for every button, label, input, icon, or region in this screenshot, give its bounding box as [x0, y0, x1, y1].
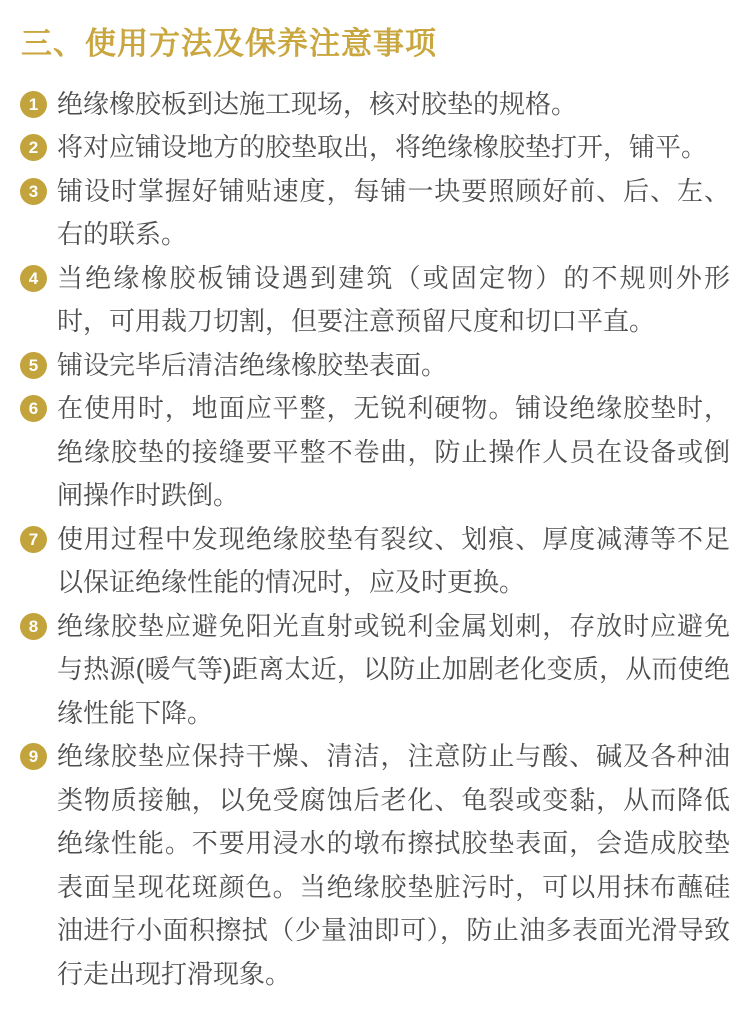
item-text: 绝缘橡胶板到达施工现场，核对胶垫的规格。	[57, 88, 578, 119]
instruction-list	[20, 83, 730, 997]
item-number-badge: 3	[20, 178, 47, 205]
item-text: 绝缘胶垫应保持干燥、清洁，注意防止与酸、碱及各种油类物质接触，以免受腐蚀后老化、龟裂或变黏，从而降低绝缘性能。不要用浸水的墩布擦拭胶垫表面，会造成胶垫表面呈现花斑颜色。当绝缘胶垫脏污时，可以用抹布蘸硅油进行小面积擦拭（少量油即可），防止油多表面光滑导致行走出现打滑现象。	[57, 741, 730, 989]
item-text: 当绝缘橡胶板铺设遇到建筑（或固定物）的不规则外形时，可用裁刀切割，但要注意预留尺度和切口平直。	[57, 262, 730, 337]
item-number-badge: 7	[20, 526, 47, 553]
item-number-badge: 8	[20, 613, 47, 640]
item-text: 铺设时掌握好铺贴速度，每铺一块要照顾好前、后、左、右的联系。	[57, 175, 730, 250]
list-item	[20, 83, 730, 127]
item-number-badge: 9	[20, 743, 47, 770]
item-number-badge: 1	[20, 91, 47, 118]
item-text: 绝缘胶垫应避免阳光直射或锐利金属划刺，存放时应避免与热源(暖气等)距离太近，以防止加剧老化变质，从而使绝缘性能下降。	[57, 610, 730, 728]
list-item	[20, 344, 730, 388]
list-item	[20, 257, 730, 344]
item-number-badge: 4	[20, 265, 47, 292]
item-number-badge: 6	[20, 395, 47, 422]
list-item	[20, 170, 730, 257]
list-item	[20, 387, 730, 518]
item-number-badge: 2	[20, 134, 47, 161]
item-text: 使用过程中发现绝缘胶垫有裂纹、划痕、厚度减薄等不足以保证绝缘性能的情况时，应及时更换。	[57, 523, 730, 598]
item-text: 将对应铺设地方的胶垫取出，将绝缘橡胶垫打开，铺平。	[57, 132, 708, 163]
item-text: 铺设完毕后清洁绝缘橡胶垫表面。	[57, 349, 448, 380]
section-title: 三、使用方法及保养注意事项	[21, 26, 437, 61]
list-item	[20, 735, 730, 996]
item-text: 在使用时，地面应平整，无锐利硬物。铺设绝缘胶垫时，绝缘胶垫的接缝要平整不卷曲，防止操作人员在设备或倒闸操作时跌倒。	[57, 393, 730, 511]
list-item	[20, 605, 730, 736]
list-item	[20, 126, 730, 170]
item-number-badge: 5	[20, 352, 47, 379]
list-item	[20, 518, 730, 605]
